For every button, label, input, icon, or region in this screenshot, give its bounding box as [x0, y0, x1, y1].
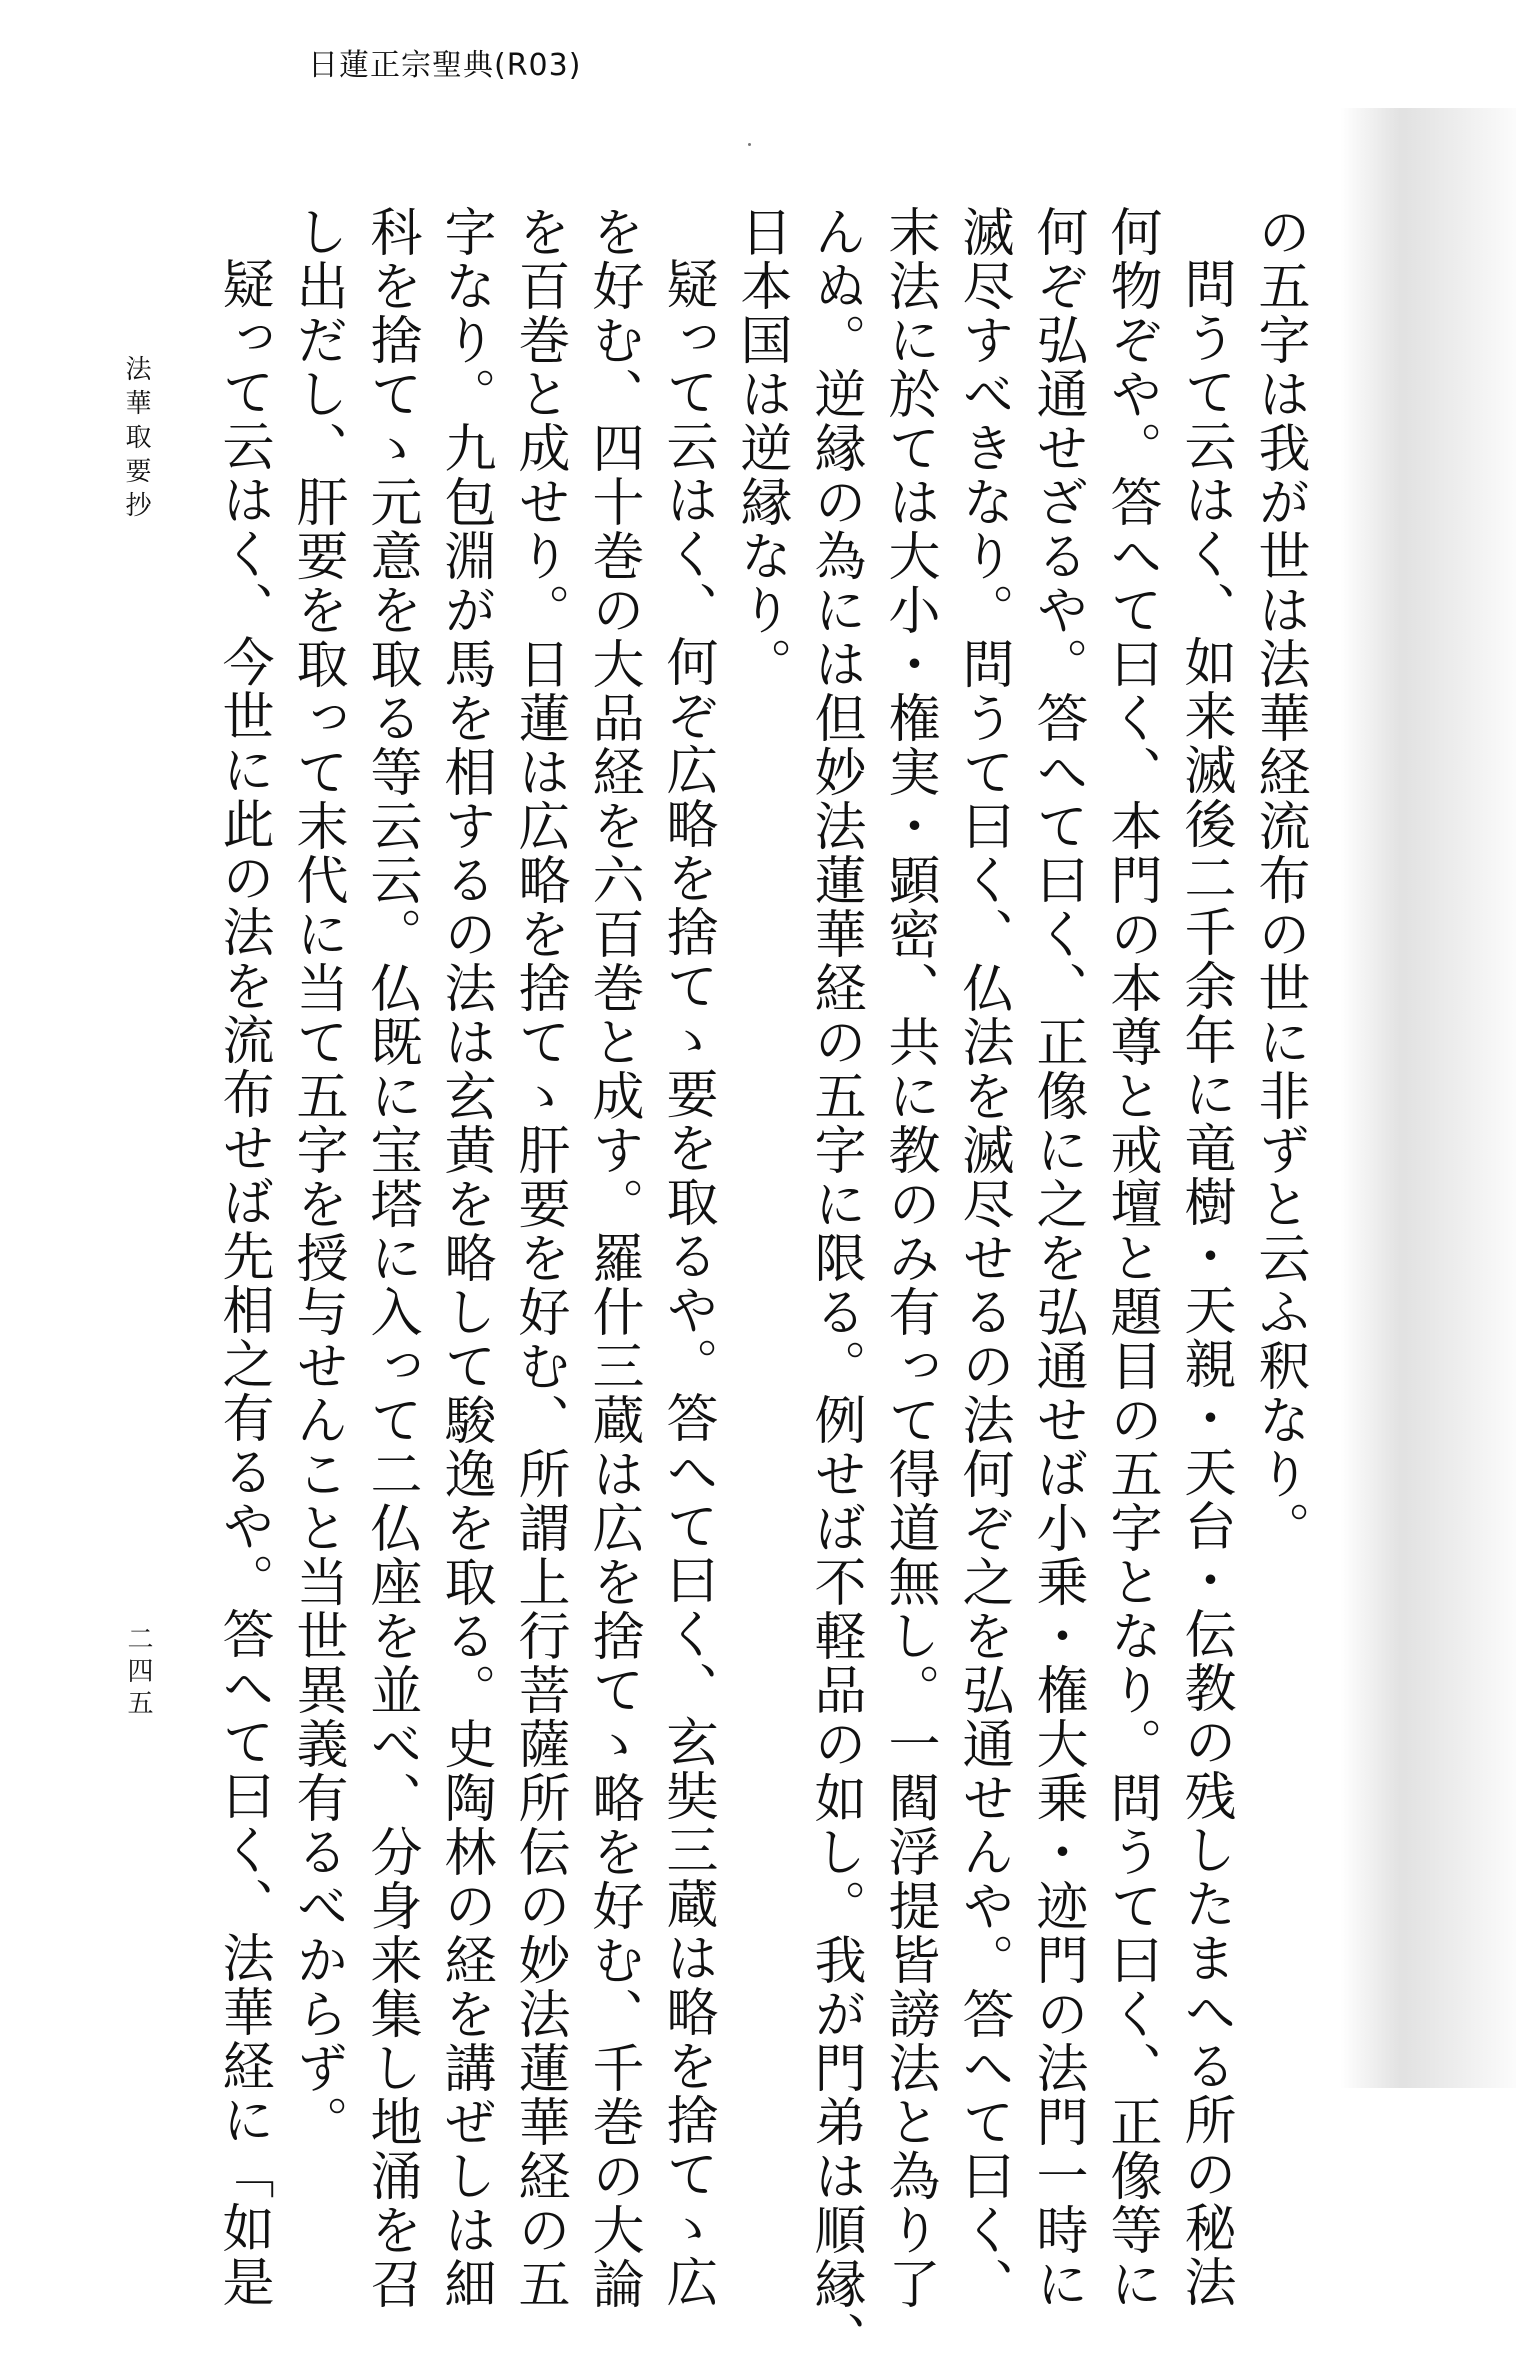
- text-column: し出だし、肝要を取って末代に当て五字を授与せんこと当世異義有るべからず。: [287, 205, 347, 2149]
- text-column: 日本国は逆縁なり。: [731, 205, 791, 691]
- text-column: の五字は我が世は法華経流布の世に非ずと云ふ釈なり。: [1249, 205, 1309, 1555]
- text-column: 疑って云はく、何ぞ広略を捨てゝ要を取るや。答へて曰く、玄奘三蔵は略を捨てゝ広: [657, 257, 717, 2309]
- running-title: 法華取要抄: [121, 355, 151, 525]
- scan-speck: [748, 143, 751, 146]
- text-column: 何ぞ弘通せざるや。答へて曰く、正像に之を弘通せば小乗・権大乗・迹門の法門一時に: [1027, 205, 1087, 2311]
- document-header-title: 日蓮正宗聖典(R03): [308, 48, 582, 83]
- vertical-body-text: [206, 205, 1316, 2365]
- text-column: 問うて云はく、如来滅後二千余年に竜樹・天親・天台・伝教の残したまへる所の秘法: [1175, 257, 1235, 2309]
- text-column: を好む、四十巻の大品経を六百巻と成す。羅什三蔵は広を捨てゝ略を好む、千巻の大論: [583, 205, 643, 2311]
- text-column: んぬ。逆縁の為には但妙法蓮華経の五字に限る。例せば不軽品の如し。我が門弟は順縁、: [805, 205, 865, 2365]
- text-column: 滅尽すべきなり。問うて曰く、仏法を滅尽せるの法何ぞ之を弘通せんや。答へて曰く、: [953, 205, 1013, 2311]
- text-column: 末法に於ては大小・権実・顕密、共に教のみ有って得道無し。一閻浮提皆謗法と為り了: [879, 205, 939, 2311]
- text-column: を百巻と成せり。日蓮は広略を捨てゝ肝要を好む、所謂上行菩薩所伝の妙法蓮華経の五: [509, 205, 569, 2311]
- page-number: 二四五: [123, 1625, 153, 1721]
- text-column: 字なり。九包淵が馬を相するの法は玄黄を略して駿逸を取る。史陶林の経を講ぜしは細: [435, 205, 495, 2311]
- text-column: 何物ぞや。答へて曰く、本門の本尊と戒壇と題目の五字となり。問うて曰く、正像等に: [1101, 205, 1161, 2311]
- text-column: 科を捨てゝ元意を取る等云云。仏既に宝塔に入って二仏座を並べ、分身来集し地涌を召: [361, 205, 421, 2311]
- text-column: 疑って云はく、今世に此の法を流布せば先相之有るや。答へて曰く、法華経に「如是: [213, 257, 273, 2309]
- scan-edge-shading: [1340, 108, 1516, 2088]
